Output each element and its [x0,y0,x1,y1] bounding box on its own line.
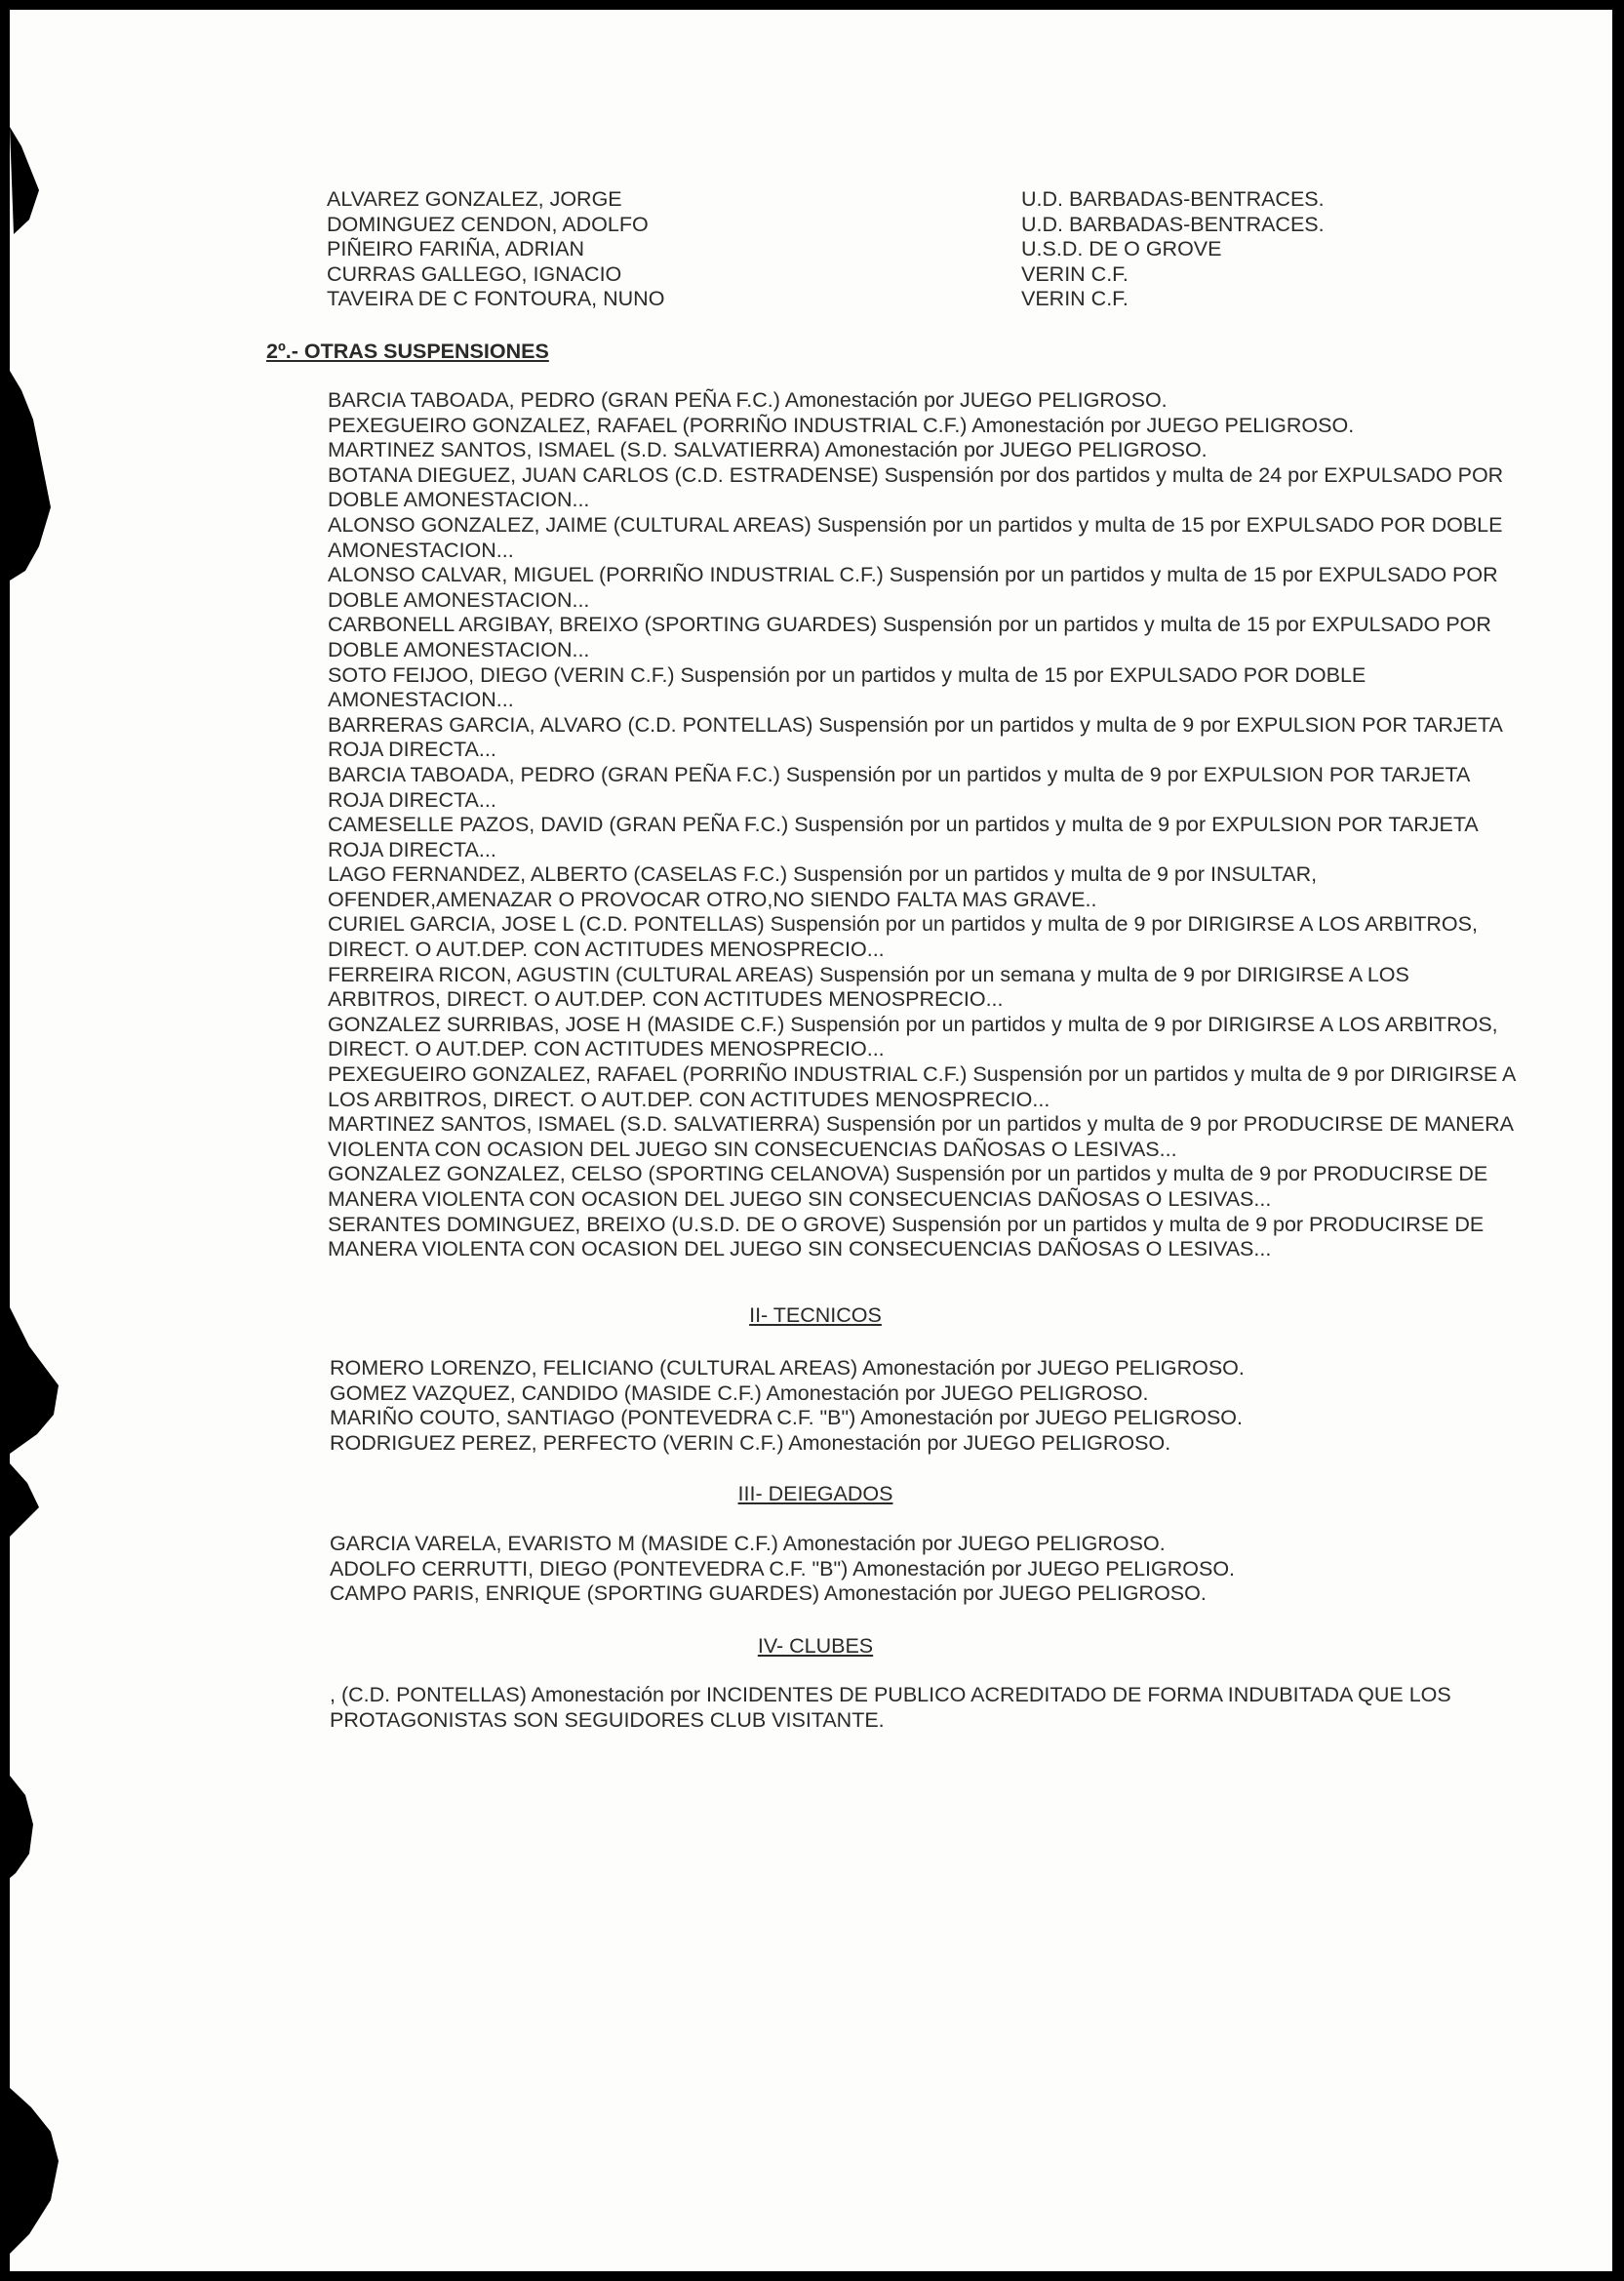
delegados-list [330,1532,1529,1607]
player-name: TAVEIRA DE C FONTOURA, NUNO [327,287,665,311]
list-item: ROMERO LORENZO, FELICIANO (CULTURAL AREAS) Amonestación por JUEGO PELIGROSO. [330,1356,1245,1380]
clubes-list [330,1683,1525,1733]
club-name: U.S.D. DE O GROVE [1021,237,1222,261]
list-item [327,262,1400,288]
club-name: U.D. BARBADAS-BENTRACES. [1021,187,1325,211]
list-item: MARIÑO COUTO, SANTIAGO (PONTEVEDRA C.F. "B") Amonestación por JUEGO PELIGROSO. [330,1406,1243,1430]
player-name: CURRAS GALLEGO, IGNACIO [327,261,622,286]
list-item: BARCIA TABOADA, PEDRO (GRAN PEÑA F.C.) Suspensión por un partidos y multa de 9 por EXPULSION POR TARJETA ROJA DIRECTA... [328,762,1470,812]
list-item [327,237,1400,262]
list-item: SERANTES DOMINGUEZ, BREIXO (U.S.D. DE O GROVE) Suspensión por un partidos y multa de 9 por PRODUCIRSE DE MANERA VIOLENTA CON OCASION DEL JUEGO SIN CONSECUENCIAS DAÑOSAS O LESIVAS... [328,1212,1485,1261]
section-heading-delegados: III- DEIEGADOS [737,1482,893,1505]
list-item: PEXEGUEIRO GONZALEZ, RAFAEL (PORRIÑO INDUSTRIAL C.F.) Amonestación por JUEGO PELIGROSO. [328,413,1355,437]
list-item: MARTINEZ SANTOS, ISMAEL (S.D. SALVATIERRA) Amonestación por JUEGO PELIGROSO. [328,438,1208,462]
list-item: ALONSO GONZALEZ, JAIME (CULTURAL AREAS) Suspensión por un partidos y multa de 15 por EXPULSADO POR DOBLE AMONESTACION... [328,512,1503,562]
list-item: BOTANA DIEGUEZ, JUAN CARLOS (C.D. ESTRADENSE) Suspensión por dos partidos y multa de 24 por EXPULSADO POR DOBLE AMONESTACION... [328,462,1504,512]
player-name: ALVAREZ GONZALEZ, JORGE [327,187,622,211]
list-item: FERREIRA RICON, AGUSTIN (CULTURAL AREAS) Suspensión por un semana y multa de 9 por DIRIGIRSE A LOS ARBITROS, DIRECT. O AUT.DEP. CON ACTITUDES MENOSPRECIO... [328,962,1409,1012]
tecnicos-list [330,1356,1529,1456]
list-item: MARTINEZ SANTOS, ISMAEL (S.D. SALVATIERRA) Suspensión por un partidos y multa de 9 por PRODUCIRSE DE MANERA VIOLENTA CON OCASION DEL JUEGO SIN CONSECUENCIAS DAÑOSAS O LESIVAS... [328,1112,1513,1161]
list-item: PEXEGUEIRO GONZALEZ, RAFAEL (PORRIÑO INDUSTRIAL C.F.) Suspensión por un partidos y multa de 9 por DIRIGIRSE A LOS ARBITROS, DIRECT. O AUT.DEP. CON ACTITUDES MENOSPRECIO... [328,1062,1516,1111]
club-name: VERIN C.F. [1021,287,1129,311]
players-two-column-list [327,187,1400,312]
club-name: U.D. BARBADAS-BENTRACES. [1021,212,1325,236]
list-item [327,187,1400,213]
club-name: VERIN C.F. [1021,261,1129,286]
player-name: PIÑEIRO FARIÑA, ADRIAN [327,237,585,261]
list-item: BARCIA TABOADA, PEDRO (GRAN PEÑA F.C.) Amonestación por JUEGO PELIGROSO. [328,388,1168,412]
list-item: CAMPO PARIS, ENRIQUE (SPORTING GUARDES) Amonestación por JUEGO PELIGROSO. [330,1581,1207,1606]
section-heading-clubes: IV- CLUBES [757,1634,874,1658]
list-item: , (C.D. PONTELLAS) Amonestación por INCIDENTES DE PUBLICO ACREDITADO DE FORMA INDUBITADA QUE LOS PROTAGONISTAS SON SEGUIDORES CLUB VISITANTE. [330,1683,1451,1732]
list-item: CARBONELL ARGIBAY, BREIXO (SPORTING GUARDES) Suspensión por un partidos y multa de 15 por EXPULSADO POR DOBLE AMONESTACION... [328,613,1491,661]
list-item: RODRIGUEZ PEREZ, PERFECTO (VERIN C.F.) Amonestación por JUEGO PELIGROSO. [330,1430,1171,1455]
list-item: BARRERAS GARCIA, ALVARO (C.D. PONTELLAS) Suspensión por un partidos y multa de 9 por EXPULSION POR TARJETA ROJA DIRECTA... [328,712,1502,762]
list-item: GONZALEZ GONZALEZ, CELSO (SPORTING CELANOVA) Suspensión por un partidos y multa de 9 por PRODUCIRSE DE MANERA VIOLENTA CON OCASION DEL JUEGO SIN CONSECUENCIAS DAÑOSAS O LESIVAS... [328,1162,1488,1211]
list-item: GOMEZ VAZQUEZ, CANDIDO (MASIDE C.F.) Amonestación por JUEGO PELIGROSO. [330,1381,1149,1405]
list-item: ADOLFO CERRUTTI, DIEGO (PONTEVEDRA C.F. "B") Amonestación por JUEGO PELIGROSO. [330,1556,1236,1581]
section-heading-otras-suspensiones: 2º.- OTRAS SUSPENSIONES [266,340,549,363]
player-name: DOMINGUEZ CENDON, ADOLFO [327,212,649,236]
otras-suspensiones-list [328,388,1523,1262]
list-item [327,213,1400,238]
list-item [327,287,1400,312]
list-item: LAGO FERNANDEZ, ALBERTO (CASELAS F.C.) Suspensión por un partidos y multa de 9 por INSULTAR, OFENDER,AMENAZAR O PROVOCAR OTRO,NO SIENDO FALTA MAS GRAVE.. [328,862,1318,911]
list-item: SOTO FEIJOO, DIEGO (VERIN C.F.) Suspensión por un partidos y multa de 15 por EXPULSADO POR DOBLE AMONESTACION... [328,662,1367,712]
list-item: ALONSO CALVAR, MIGUEL (PORRIÑO INDUSTRIAL C.F.) Suspensión por un partidos y multa de 15 por EXPULSADO POR DOBLE AMONESTACION... [328,563,1498,612]
list-item: GONZALEZ SURRIBAS, JOSE H (MASIDE C.F.) Suspensión por un partidos y multa de 9 por DIRIGIRSE A LOS ARBITROS, DIRECT. O AUT.DEP. CON ACTITUDES MENOSPRECIO... [328,1012,1498,1061]
section-heading-tecnicos: II- TECNICOS [749,1303,882,1327]
list-item: CURIEL GARCIA, JOSE L (C.D. PONTELLAS) Suspensión por un partidos y multa de 9 por DIRIGIRSE A LOS ARBITROS, DIRECT. O AUT.DEP. CON ACTITUDES MENOSPRECIO... [328,912,1478,962]
list-item: GARCIA VARELA, EVARISTO M (MASIDE C.F.) Amonestación por JUEGO PELIGROSO. [330,1532,1166,1555]
list-item: CAMESELLE PAZOS, DAVID (GRAN PEÑA F.C.) Suspensión por un partidos y multa de 9 por EXPULSION POR TARJETA ROJA DIRECTA... [328,813,1478,861]
